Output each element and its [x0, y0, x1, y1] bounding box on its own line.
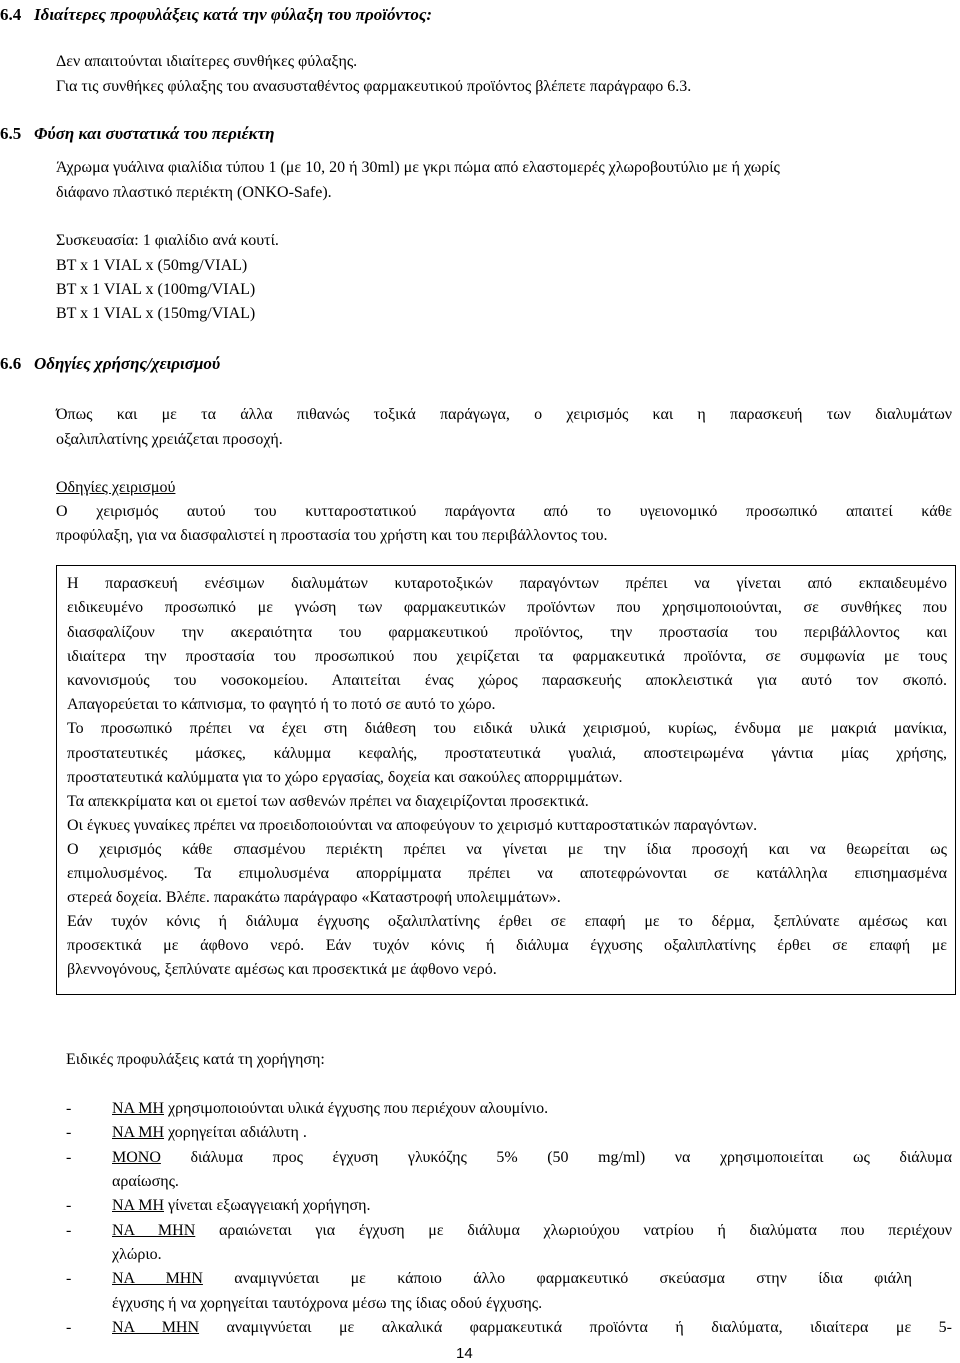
handling-heading: Οδηγίες χειρισμού	[56, 479, 176, 496]
precaution-item	[112, 1198, 952, 1214]
list-dash: -	[66, 1222, 72, 1239]
box-line: ειδικευμένο προσωπικό με γνώση των φαρμακευτικών προϊόντων που χρησιμοποιούνται, σε συνθήκες που	[67, 599, 947, 616]
page-number: 14	[456, 1345, 473, 1362]
list-dash: -	[66, 1319, 72, 1336]
list-dash: -	[66, 1270, 72, 1287]
container-description-line: διάφανο πλαστικό περιέκτη (ONKO-Safe).	[56, 184, 332, 201]
box-line: Το προσωπικό πρέπει να έχει στη διάθεση του ειδικά υλικά χειρισμού, κυρίως, ένδυμα με μακριά μανίκια,	[67, 720, 947, 737]
box-line: Ο χειρισμός κάθε σπασμένου περιέκτη πρέπει να γίνεται με την ίδια προσοχή και να θεωρείται ως	[67, 841, 947, 858]
precaution-item	[112, 1223, 952, 1239]
container-description-line: Άχρωμα γυάλινα φιαλίδια τύπου 1 (με 10, 20 ή 30ml) με γκρι πώμα από ελαστομερές χλωροβουτύλιο με ή χωρίς	[56, 159, 780, 176]
box-line: Εάν τυχόν κόνις ή διάλυμα έγχυσης οξαλιπλατίνης έρθει σε επαφή με το δέρμα, ξεπλύνατε αμέσως και	[67, 913, 947, 930]
precaution-item	[112, 1271, 912, 1287]
list-dash: -	[66, 1124, 72, 1141]
precaution-keyword: ΝΑ ΜΗ	[112, 1100, 165, 1117]
box-line: προστατευτικά καλύμματα για το χώρο εργασίας, δοχεία και σακούλες απορριμμάτων.	[67, 769, 623, 786]
section-title: Οδηγίες χρήσης/χειρισμού	[34, 354, 221, 373]
precaution-text: αραιώνεται για έγχυση με διάλυμα χλωριούχου νατρίου ή διαλύματα που περιέχουν	[195, 1222, 953, 1239]
section-6-4-heading	[0, 6, 432, 23]
precaution-text: χορηγείται αδιάλυτη .	[164, 1124, 307, 1141]
precaution-keyword: ΝΑ ΜΗΝ	[112, 1270, 203, 1287]
box-line: διασφαλίζουν την ακεραιότητα του φαρμακευτικού προϊόντος, την προστασία του περιβάλλοντος και	[67, 624, 947, 641]
safety-instructions-box	[56, 565, 956, 995]
pack-line: Συσκευασία: 1 φιαλίδιο ανά κουτί.	[56, 232, 279, 249]
section-6-5-heading	[0, 125, 274, 142]
intro-line: οξαλιπλατίνης χρειάζεται προσοχή.	[56, 431, 283, 448]
box-line: επιμολυσμένος. Τα επιμολυσμένα απορρίμματα πρέπει να αποτεφρώνονται σε κατάλληλα επισημασμένα	[67, 865, 947, 882]
section-number: 6.6	[0, 354, 22, 373]
precaution-text: αναμιγνύεται με κάποιο άλλο φαρμακευτικό σκεύασμα στην ίδια φιάλη	[202, 1270, 913, 1287]
precaution-item	[112, 1150, 952, 1166]
box-line: στερεά δοχεία. Βλέπε. παρακάτω παράγραφο «Καταστροφή υπολειμμάτων».	[67, 889, 561, 906]
precaution-continuation: έγχυσης ή να χορηγείται ταυτόχρονα μέσω της ίδιας οδού έγχυσης.	[112, 1295, 543, 1312]
box-line: ιδιαίτερα την προστασία του προσωπικού που χειρίζεται τα φαρμακευτικά προϊόντα, σε συμφωνία με τους	[67, 648, 947, 665]
pack-line: BT x 1 VIAL x (150mg/VIAL)	[56, 305, 256, 322]
precaution-text: διάλυμα προς έγχυση γλυκόζης 5% (50 mg/ml) να χρησιμοποιείται ως διάλυμα	[160, 1149, 952, 1166]
section-6-6-heading	[0, 355, 220, 372]
precaution-keyword: ΜΟΝΟ	[112, 1149, 161, 1166]
pack-line: BT x 1 VIAL x (100mg/VIAL)	[56, 281, 256, 298]
list-dash: -	[66, 1197, 72, 1214]
handling-line: προφύλαξη, για να διασφαλιστεί η προστασία του χρήστη και του περιβάλλοντος του.	[56, 527, 608, 544]
precaution-keyword: ΝΑ ΜΗΝ	[112, 1319, 200, 1336]
list-dash: -	[66, 1100, 72, 1117]
precaution-continuation: αραίωσης.	[112, 1173, 179, 1190]
precautions-heading: Ειδικές προφυλάξεις κατά τη χορήγηση:	[66, 1051, 325, 1068]
section-title: Φύση και συστατικά του περιέκτη	[34, 124, 275, 143]
storage-line: Δεν απαιτούνται ιδιαίτερες συνθήκες φύλαξης.	[56, 53, 358, 70]
box-line: βλεννογόνους, ξεπλύνατε αμέσως και προσεκτικά με άφθονο νερό.	[67, 961, 497, 978]
box-line: κανονισμούς του νοσοκομείου. Απαιτείται ένας χώρος παρασκευής αποκλειστικά για αυτό τον σκοπό.	[67, 672, 947, 689]
section-number: 6.5	[0, 124, 22, 143]
precaution-keyword: ΝΑ ΜΗ	[112, 1197, 165, 1214]
box-line: Τα απεκκρίματα και οι εμετοί των ασθενών πρέπει να διαχειρίζονται προσεκτικά.	[67, 793, 589, 810]
precaution-text: γίνεται εξωαγγειακή χορήγηση.	[164, 1197, 371, 1214]
intro-line: Όπως και με τα άλλα πιθανώς τοξικά παράγωγα, ο χειρισμός και η παρασκευή των διαλυμάτων	[56, 406, 952, 423]
precaution-keyword: ΝΑ ΜΗΝ	[112, 1222, 196, 1239]
precaution-text: αναμιγνύεται με αλκαλικά φαρμακευτικά προϊόντα ή διαλύματα, ιδιαίτερα με 5-	[199, 1319, 953, 1336]
handling-line: Ο χειρισμός αυτού του κυτταροστατικού παράγοντα από το υγειονομικό προσωπικό απαιτεί κάθε	[56, 503, 952, 520]
precaution-item	[112, 1125, 952, 1141]
section-title: Ιδιαίτερες προφυλάξεις κατά την φύλαξη του προϊόντος:	[34, 5, 433, 24]
precaution-keyword: ΝΑ ΜΗ	[112, 1124, 165, 1141]
box-line: προστατευτικές μάσκες, κάλυμμα κεφαλής, προστατευτικά γυαλιά, αποστειρωμένα γάντια μίας χρήσης,	[67, 745, 947, 762]
precaution-text: χρησιμοποιούνται υλικά έγχυσης που περιέχουν αλουμίνιο.	[164, 1100, 549, 1117]
section-number: 6.4	[0, 5, 22, 24]
list-dash: -	[66, 1149, 72, 1166]
precaution-item	[112, 1101, 952, 1117]
precaution-item	[112, 1320, 952, 1336]
pack-line: BT x 1 VIAL x (50mg/VIAL)	[56, 257, 248, 274]
precaution-continuation: χλώριο.	[112, 1246, 162, 1263]
box-line: Οι έγκυες γυναίκες πρέπει να προειδοποιούνται να αποφεύγουν το χειρισμό κυτταροστατικών παραγόντων.	[67, 817, 758, 834]
box-line: προσεκτικά με άφθονο νερό. Εάν τυχόν κόνις ή διάλυμα έγχυσης οξαλιπλατίνης έρθει σε επαφή με	[67, 937, 947, 954]
box-line: Η παρασκευή ενέσιμων διαλυμάτων κυταροτοξικών παραγόντων πρέπει να γίνεται από εκπαιδευμένο	[67, 575, 947, 592]
box-line: Απαγορεύεται το κάπνισμα, το φαγητό ή το ποτό σε αυτό το χώρο.	[67, 696, 496, 713]
storage-line: Για τις συνθήκες φύλαξης του ανασυσταθέντος φαρμακευτικού προϊόντος βλέπετε παράγραφο 6.3.	[56, 78, 692, 95]
